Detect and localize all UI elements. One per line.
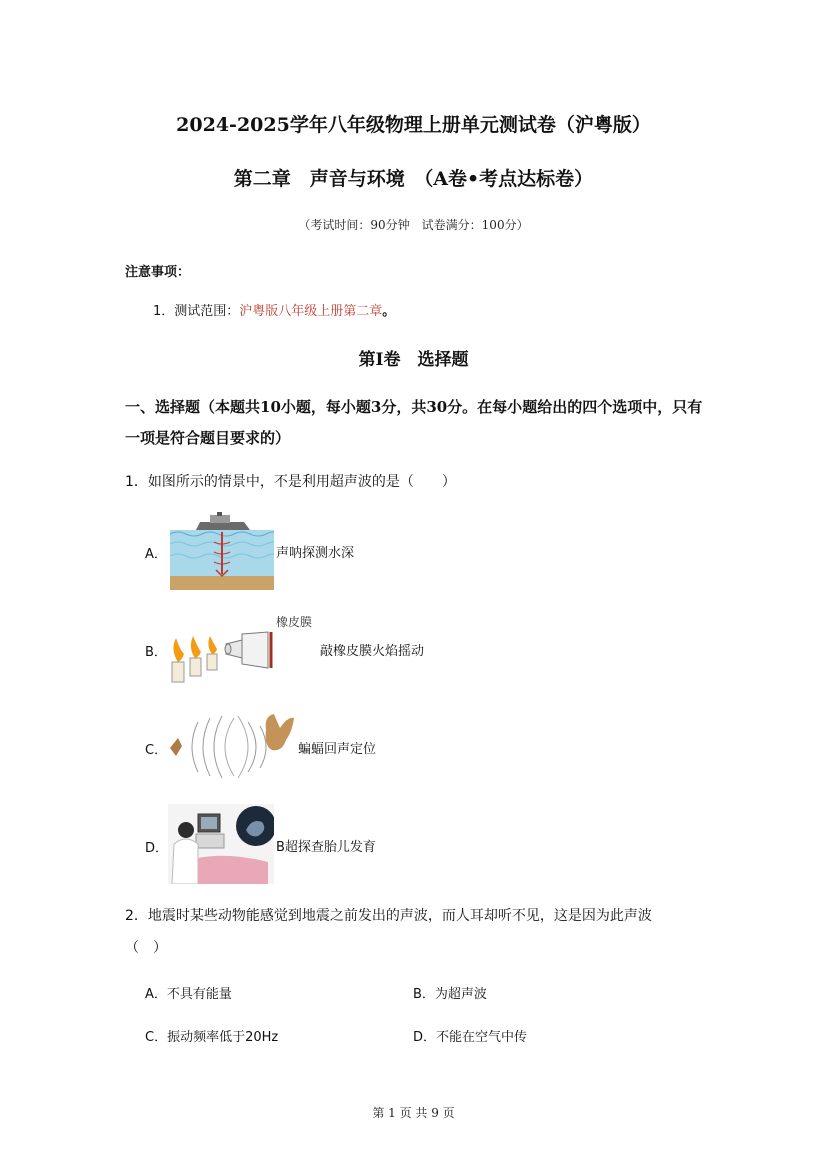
ultrasound-scan-figure xyxy=(168,804,274,884)
q1-option-a-text: 声呐探测水深 xyxy=(276,546,355,561)
q2-option-a-text: 不具有能量 xyxy=(166,987,232,1002)
section-title: 第Ⅰ卷 选择题 xyxy=(358,350,469,370)
notice-item-scope: 沪粤版八年级上册第二章 xyxy=(239,304,383,319)
q1-option-d-text: B超探查胎儿发育 xyxy=(276,840,376,855)
q2-option-a-label: A． xyxy=(145,987,167,1002)
q1-option-c-text: 蝙蝠回声定位 xyxy=(298,742,377,757)
section-heading-line1: 一、选择题（本题共10小题，每小题3分，共30分。在每小题给出的四个选项中，只有 xyxy=(125,398,703,416)
exam-info: （考试时间：90分钟 试卷满分：100分） xyxy=(298,218,529,232)
q2-option-d xyxy=(413,1026,527,1045)
q2-option-d-text: 不能在空气中传 xyxy=(436,1030,528,1045)
q2-option-c-label: C． xyxy=(145,1030,168,1045)
notice-item-suffix: 。 xyxy=(382,304,396,319)
q1-option-d-label: D． xyxy=(145,841,169,856)
q2-option-c-text: 振动频率低于20Hz xyxy=(167,1030,279,1045)
bat-echolocation-figure xyxy=(168,712,298,782)
page-footer: 第 1 页 共 9 页 xyxy=(372,1106,455,1120)
q2-option-c xyxy=(145,1026,278,1045)
q2-option-b-label: B． xyxy=(413,987,435,1002)
q1-option-b-label: B． xyxy=(145,645,167,660)
q2-option-b-text: 为超声波 xyxy=(434,987,487,1002)
q2-option-a xyxy=(145,983,232,1002)
q2-stem-line2: （ ） xyxy=(125,940,167,956)
notice-label: 注意事项： xyxy=(125,265,191,280)
candles-drum-figure xyxy=(168,628,276,684)
q2-option-d-label: D． xyxy=(413,1030,437,1045)
q1-option-b-text: 敲橡皮膜火焰摇动 xyxy=(320,644,425,659)
q1-stem: 1．如图所示的情景中，不是利用超声波的是（ ） xyxy=(125,474,456,490)
section-heading-line2: 一项是符合题目要求的） xyxy=(125,429,291,447)
sonar-ship-figure xyxy=(170,512,274,590)
page-title: 2024-2025学年八年级物理上册单元测试卷（沪粤版） xyxy=(176,114,651,136)
q1-option-a-label: A． xyxy=(145,547,167,562)
q2-option-b xyxy=(413,983,487,1002)
notice-item xyxy=(153,300,395,319)
chapter-title: 第二章 声音与环境 （A卷•考点达标卷） xyxy=(233,168,594,190)
notice-item-prefix: 1．测试范围： xyxy=(153,304,240,319)
q1-option-c-label: C． xyxy=(145,743,168,758)
rubber-membrane-caption: 橡皮膜 xyxy=(276,615,313,629)
q2-stem-line1: 2．地震时某些动物能感觉到地震之前发出的声波，而人耳却听不见，这是因为此声波 xyxy=(125,908,652,924)
